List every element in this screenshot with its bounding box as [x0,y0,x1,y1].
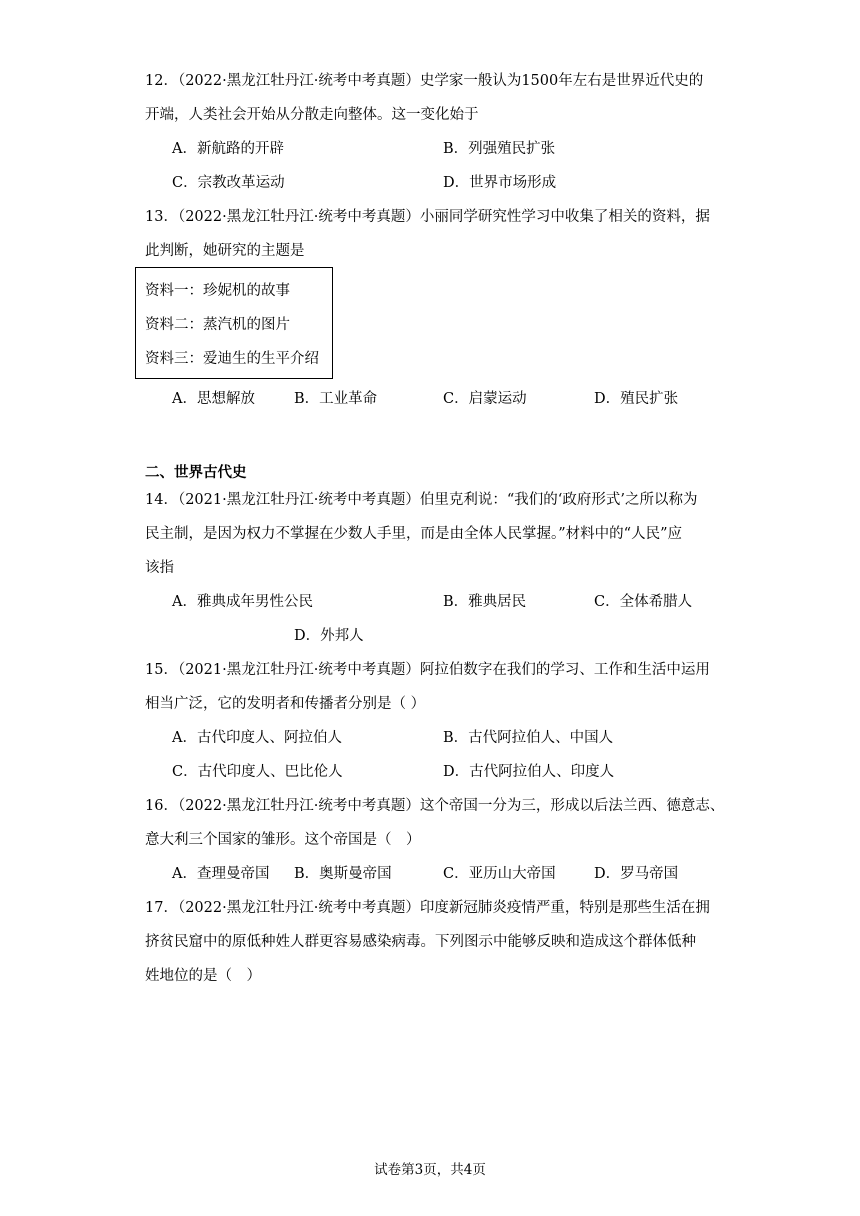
q16-option-b: B．奥斯曼帝国 [294,866,392,882]
q13-option-d: D．殖民扩张 [594,391,679,407]
q12-option-c: C．宗教改革运动 [172,175,285,191]
q14-option-b: B．雅典居民 [443,594,527,610]
q13-option-a: A．思想解放 [172,391,255,407]
q13-option-c: C．启蒙运动 [443,391,527,407]
q15-option-d: D．古代阿拉伯人、印度人 [443,764,615,780]
q17-line-2: 挤贫民窟中的原低种姓人群更容易感染病毒。下列图示中能够反映和造成这个群体低种 [145,934,696,950]
q12-line-1: 12．（2022·黑龙江牡丹江·统考中考真题）史学家一般认为1500年左右是世界近代史的 [145,73,704,89]
q14-option-a: A．雅典成年男性公民 [172,594,313,610]
q13-line-1: 13．（2022·黑龙江牡丹江·统考中考真题）小丽同学研究性学习中收集了相关的资料，据 [145,209,710,225]
page-footer: 试卷第3页，共4页 [374,1162,486,1178]
q12-line-2: 开端，人类社会开始从分散走向整体。这一变化始于 [145,107,479,123]
q16-option-d: D．罗马帝国 [594,866,679,882]
q14-line-1: 14．（2021·黑龙江牡丹江·统考中考真题）伯里克利说：“我们的‘政府形式’之所以称为 [145,492,698,508]
material-2: 资料二：蒸汽机的图片 [145,317,290,333]
q17-line-3: 姓地位的是（ ） [145,968,261,984]
materials-box [135,267,333,379]
q14-option-c: C．全体希腊人 [594,594,693,610]
q15-option-b: B．古代阿拉伯人、中国人 [443,730,614,746]
material-3: 资料三：爱迪生的生平介绍 [145,351,319,367]
q14-line-2: 民主制，是因为权力不掌握在少数人手里，而是由全体人民掌握。”材料中的“人民”应 [145,526,682,542]
q12-option-d: D．世界市场形成 [443,175,557,191]
q14-option-d: D．外邦人 [294,628,364,644]
section-heading: 二、世界古代史 [145,465,247,481]
q12-option-b: B．列强殖民扩张 [443,141,556,157]
material-1: 资料一：珍妮机的故事 [145,283,290,299]
q16-option-c: C．亚历山大帝国 [443,866,556,882]
q14-line-3: 该指 [145,560,174,576]
q16-line-1: 16．（2022·黑龙江牡丹江·统考中考真题）这个帝国一分为三，形成以后法兰西、德意志、 [145,798,725,814]
q15-option-c: C．古代印度人、巴比伦人 [172,764,343,780]
q16-option-a: A．查理曼帝国 [172,866,270,882]
q13-option-b: B．工业革命 [294,391,378,407]
q15-option-a: A．古代印度人、阿拉伯人 [172,730,342,746]
q16-line-2: 意大利三个国家的雏形。这个帝国是（ ） [145,832,421,848]
q17-line-1: 17．（2022·黑龙江牡丹江·统考中考真题）印度新冠肺炎疫情严重，特别是那些生活在拥 [145,900,710,916]
q15-line-2: 相当广泛，它的发明者和传播者分别是（ ） [145,696,426,712]
q15-line-1: 15．（2021·黑龙江牡丹江·统考中考真题）阿拉伯数字在我们的学习、工作和生活中运用 [145,662,710,678]
q13-line-2: 此判断，她研究的主题是 [145,243,305,259]
q12-option-a: A．新航路的开辟 [172,141,284,157]
